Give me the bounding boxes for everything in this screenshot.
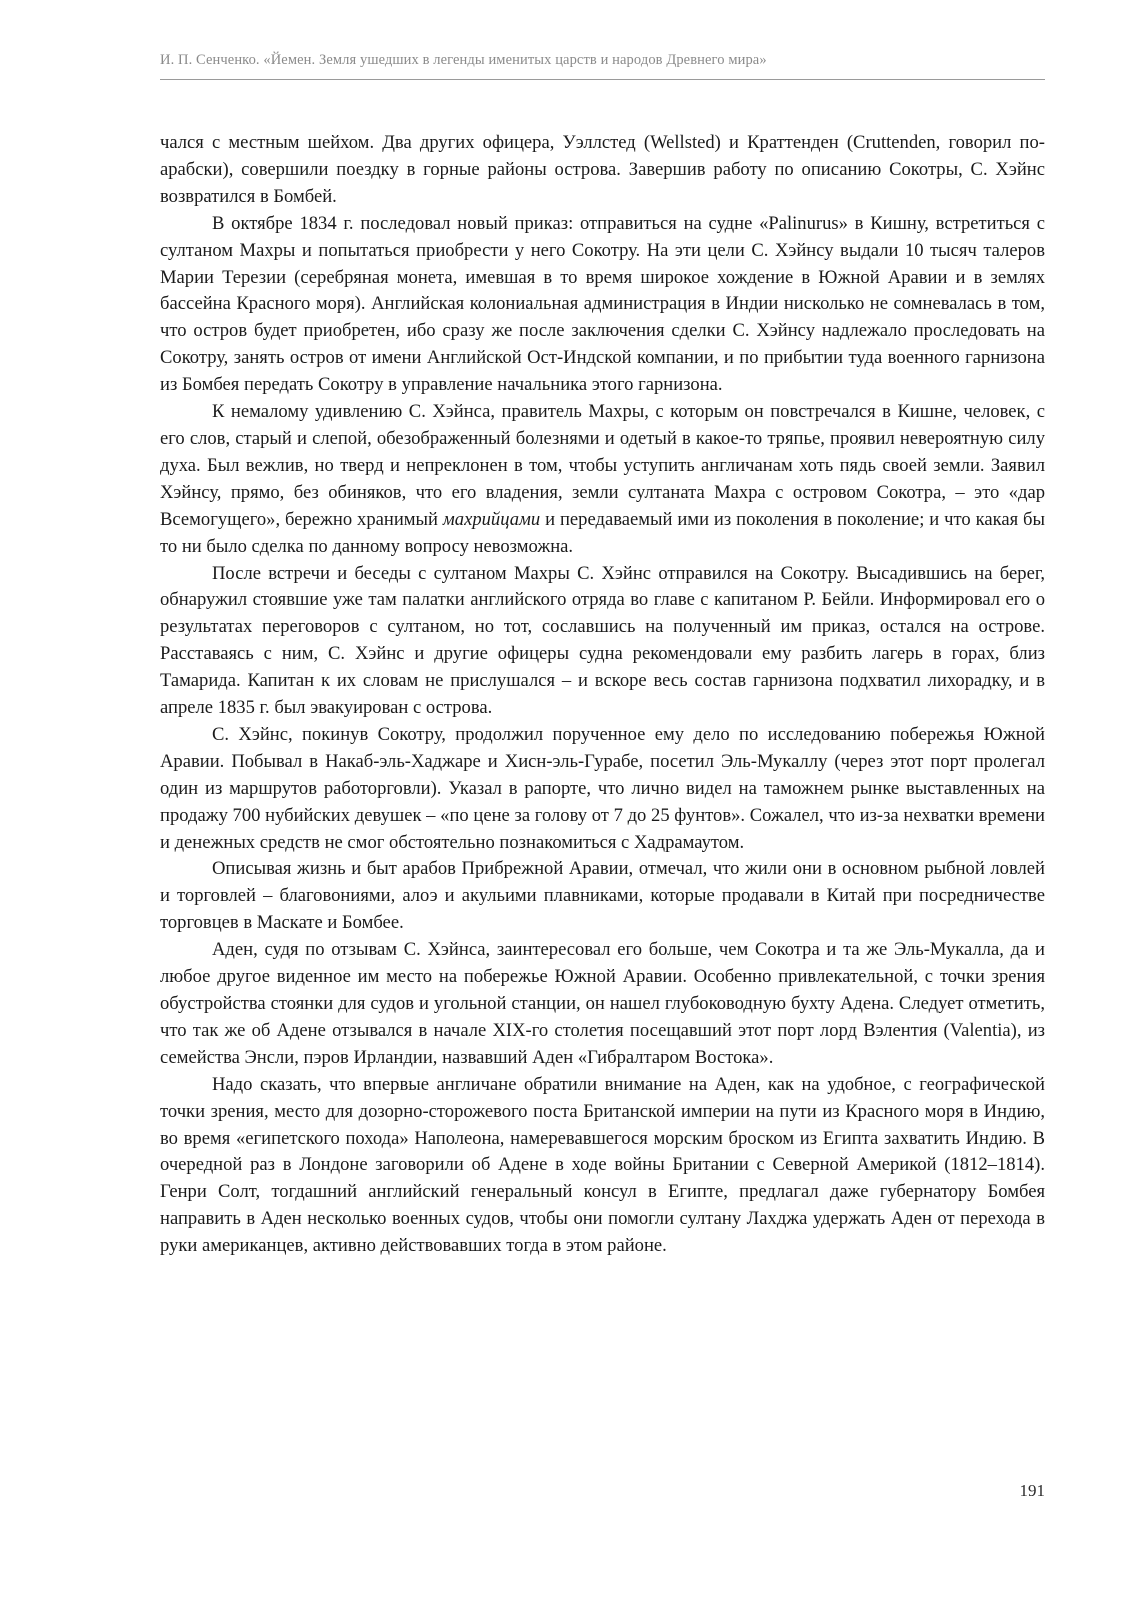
paragraph-3-part-1: К немалому удивлению С. Хэйнса, правитель Махры, с которым он повстречался в Кишне, человек, с его слов, старый и слепой, обезображенный болезнями и одетый в какое-то тряпье, проявил невероятную силу духа. Был вежлив, но тверд и непреклонен в том, чтобы уступить англичанам хоть пядь своей земли. Заявил Хэйнсу, прямо, без обиняков, что его владения, земли султаната Махра с островом Сокотра, – это «дар Всемогущего», бережно хранимый [160,401,1045,530]
paragraph-7: Аден, судя по отзывам С. Хэйнса, заинтересовал его больше, чем Сокотра и та же Эль-Мукалла, да и любое другое виденное им место на побережье Южной Аравии. Особенно привлекательной, с точки зрения обустройства стоянки для судов и угольной станции, он нашел глубоководную бухту Адена. Следует отметить, что так же об Адене отзывался в начале XIX-го столетия посещавший этот порт лорд Вэлентия (Valentia), из семейства Энсли, пэров Ирландии, назвавший Аден «Гибралтаром Востока». [160,939,1045,1068]
paragraph-5: С. Хэйнс, покинув Сокотру, продолжил порученное ему дело по исследованию побережья Южной Аравии. Побывал в Накаб-эль-Хаджаре и Хисн-эль-Гурабе, посетил Эль-Мукаллу (через этот порт пролегал один из маршрутов работорговли). Указал в рапорте, что лично видел на таможнем рынке выставленных на продажу 700 нубийских девушек – «по цене за голову от 7 до 25 фунтов». Сожалел, что из-за нехватки времени и денежных средств не смог обстоятельно познакомиться с Хадрамаутом. [160,723,1045,853]
running-head: И. П. Сенченко. «Йемен. Земля ушедших в легенды именитых царств и народов Древнего мира» [160,52,767,68]
paragraph-8: Надо сказать, что впервые англичане обратили внимание на Аден, как на удобное, с географической точки зрения, место для дозорно-сторожевого поста Британской империи на пути из Красного моря в Индию, во время «египетского похода» Наполеона, намеревавшегося морским броском из Египта захватить Индию. В очередной раз в Лондоне заговорили об Адене в ходе войны Британии с Северной Америкой (1812–1814). Генри Солт, тогдашний английский генеральный консул в Египте, предлагал даже губернатору Бомбея направить в Аден несколько военных судов, чтобы они помогли султану Лахджа удержать Аден от перехода в руки американцев, активно действовавших тогда в этом районе. [160,1073,1045,1257]
page-number: 191 [1019,1481,1045,1500]
paragraph-3-italic-term: махрийцами [442,508,541,530]
paragraph-4: После встречи и беседы с султаном Махры С. Хэйнс отправился на Сокотру. Высадившись на берег, обнаружил стоявшие уже там палатки английского отряда во главе с капитаном Р. Бейли. Информировал его о результатах переговоров с султаном, но тот, сославшись на полученный им приказ, остался на острове. Расставаясь с ним, С. Хэйнс и другие офицеры судна рекомендовали ему разбить лагерь в горах, близ Тамарида. Капитан к их словам не прислушался – и вскоре весь состав гарнизона подхватил лихорадку, и в апреле 1835 г. был эвакуирован с острова. [160,562,1045,719]
paragraph-6: Описывая жизнь и быт арабов Прибрежной Аравии, отмечал, что жили они в основном рыбной ловлей и торговлей – благовониями, алоэ и акульими плавниками, которые продавали в Китай при посредничестве торговцев в Маскате и Бомбее. [160,858,1045,934]
body-text [160,130,1045,1260]
paragraph-3-part-2: и передаваемый ими из поколения в поколение; и что какая бы то ни было сделка по данному вопросу невозможна. [160,508,1045,557]
header-divider [160,79,1045,80]
paragraph-3 [160,399,1045,560]
paragraph-2: В октябре 1834 г. последовал новый приказ: отправиться на судне «Palinurus» в Кишну, встретиться с султаном Махры и попытаться приобрести у него Сокотру. На эти цели С. Хэйнсу выдали 10 тысяч талеров Марии Терезии (серебряная монета, имевшая в то время широкое хождение в Южной Аравии и в землях бассейна Красного моря). Английская колониальная администрация в Индии нисколько не сомневалась в том, что остров будет приобретен, ибо сразу же после заключения сделки С. Хэйнсу надлежало проследовать на Сокотру, занять остров от имени Английской Ост-Индской компании, и по прибытии туда военного гарнизона из Бомбея передать Сокотру в управление начальника этого гарнизона. [160,212,1045,396]
paragraph-1: чался с местным шейхом. Два других офицера, Уэллстед (Wellsted) и Краттенден (Cruttenden, говорил по-арабски), совершили поездку в горные районы острова. Завершив работу по описанию Сокотры, С. Хэйнс возвратился в Бомбей. [160,132,1045,207]
